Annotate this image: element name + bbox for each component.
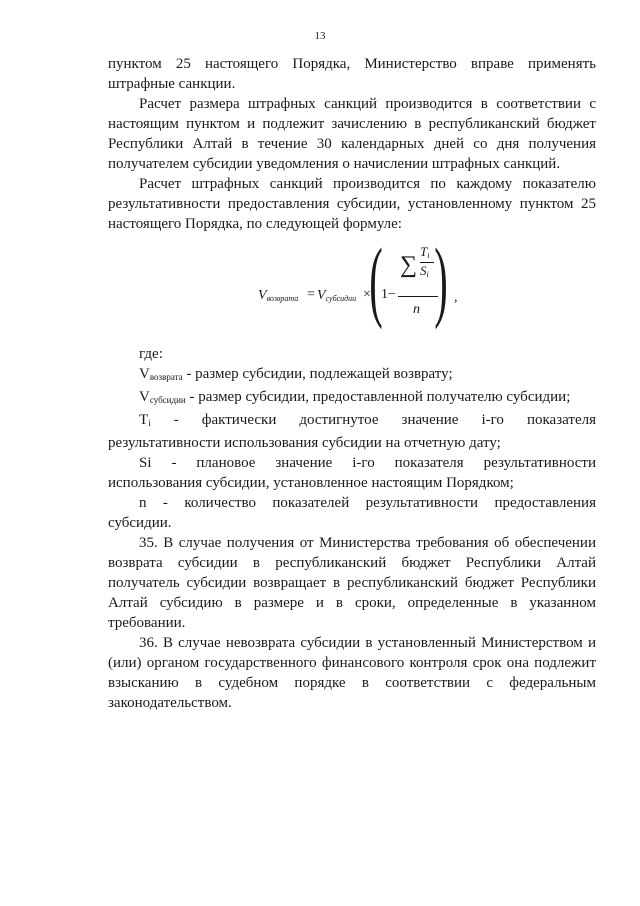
formula-comma: ,	[454, 290, 458, 305]
denominator-s: $S_i$	[420, 263, 429, 279]
page-number: 13	[314, 30, 326, 42]
paragraph-35: 35. В случае получения от Министерства требования об обеспечении возврата субсидии в республиканский бюджет Республики Алтай получатель субсидии возвращает в республиканский бюджет Республики Алтай субсидию в размере и в сроки, определенные в указанном требовании.	[108, 535, 596, 631]
outer-fraction-line	[398, 296, 438, 297]
paragraph-penalty-calculation: Расчет размера штрафных санкций производится в соответствии с настоящим пунктом и подлежит зачислению в республиканский бюджет Республики Алтай в течение 30 календарных дней со дня получения получателем субсидии уведомления о начислении штрафных санкций.	[108, 96, 596, 172]
definition-t: $T_i$ - фактически достигнутое значение i-го показателя результативности использования субсидии на отчетную дату;	[108, 412, 596, 451]
penalty-formula	[108, 231, 596, 344]
definition-s: Si - плановое значение i-го показателя результативности использования субсидии, установленное настоящим Порядком;	[108, 455, 596, 491]
formula-n: n	[413, 302, 420, 317]
numerator-t: $T_i$	[420, 244, 430, 260]
paragraph-36: 36. В случае невозврата субсидии в установленный Министерством и (или) органом государственного финансового контроля срок она подлежит взысканию в судебном порядке в соответствии с федеральным законодательством.	[108, 635, 596, 711]
formula-lhs: $V_{возврата}$	[258, 288, 299, 303]
definition-v-return: $V_{возврата}$ - размер субсидии, подлежащей возврату;	[139, 366, 453, 382]
formula-equals: =	[307, 287, 315, 302]
left-parenthesis: (	[369, 231, 383, 330]
formula-times: ×	[363, 287, 371, 302]
right-parenthesis: )	[434, 231, 448, 330]
paragraph-penalty-intro: пунктом 25 настоящего Порядка, Министерство вправе применять штрафные санкции.	[108, 56, 596, 92]
definition-n: n - количество показателей результативности предоставления субсидии.	[108, 495, 596, 531]
paragraph-formula-intro: Расчет штрафных санкций производится по каждому показателю результативности предоставления субсидии, установленному пунктом 25 настоящего Порядка, по следующей формуле:	[108, 176, 596, 232]
formula-one-minus: 1−	[381, 287, 396, 302]
document-body	[108, 54, 596, 713]
formula-subsidy: $V_{субсидии}$	[317, 288, 357, 303]
definition-v-subsidy: $V_{субсидии}$ - размер субсидии, предоставленной получателю субсидии;	[139, 389, 571, 405]
where-label: где:	[139, 346, 163, 362]
sum-sign: ∑	[400, 252, 418, 278]
